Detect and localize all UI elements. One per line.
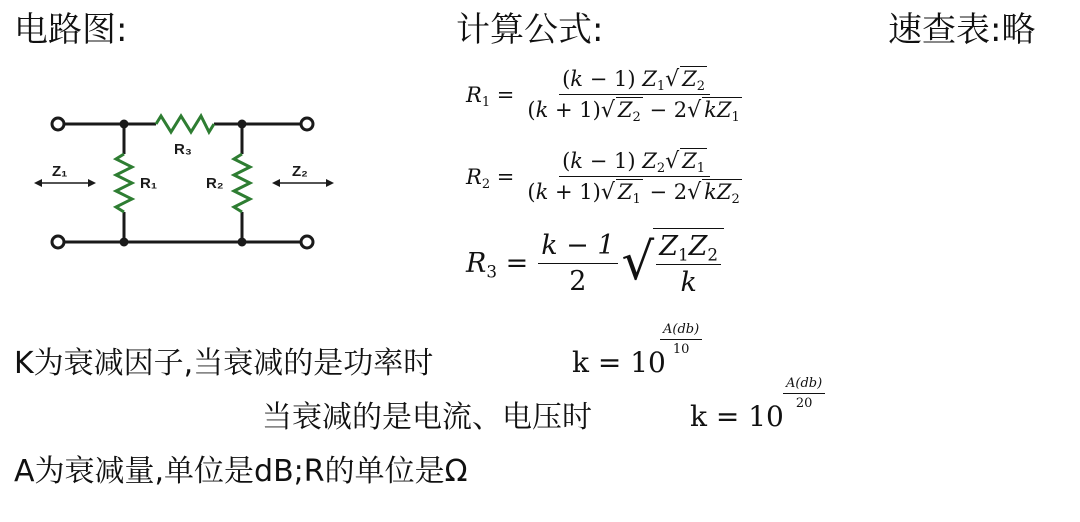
circuit-header: 电路图: xyxy=(14,10,128,50)
label-z1: Z₁ xyxy=(52,163,68,180)
resistor-r2 xyxy=(234,154,250,212)
junctions xyxy=(120,120,247,247)
impedance-arrows xyxy=(34,179,334,187)
note-units: A为衰减量,单位是dB;R的单位是Ω xyxy=(14,454,468,489)
formula-r1: $R_1$ = $\frac{(k - 1) Z_1√ Z_2}{(k + 1)√ Z_2 - 2√ kZ_1}$ xyxy=(466,67,740,126)
resistor-r1 xyxy=(116,154,132,212)
note-power: K为衰减因子,当衰减的是功率时 xyxy=(14,346,434,381)
k-current-exponent: $\frac{A(db)}{20}$ xyxy=(783,376,825,411)
k-power-exponent: $\frac{A(db)}{10}$ xyxy=(660,322,702,357)
resistor-r3 xyxy=(156,116,214,132)
pi-attenuator-circuit xyxy=(30,100,340,260)
formula-r3: $R_3$ = $\frac{k - 1}{2}$ √ $\frac{Z_1Z_2}{k}$ xyxy=(466,228,728,298)
formula-r2: $R_2$ = $\frac{(k - 1) Z_2√ Z_1}{(k + 1)√ Z_1 - 2√ kZ_2}$ xyxy=(466,149,740,208)
terminal-bottom-right xyxy=(301,236,313,248)
k-power-formula: k = 10 xyxy=(572,346,666,379)
note-current-voltage: 当衰减的是电流、电压时 xyxy=(262,400,592,435)
label-r3: R₃ xyxy=(174,141,192,158)
lookup-table-header: 速查表:略 xyxy=(888,10,1036,50)
k-current-formula: k = 10 xyxy=(690,400,784,433)
terminal-top-right xyxy=(301,118,313,130)
resistors xyxy=(116,116,250,212)
terminal-bottom-left xyxy=(52,236,64,248)
label-r1: R₁ xyxy=(140,175,158,192)
label-z2: Z₂ xyxy=(292,163,308,180)
formula-header: 计算公式: xyxy=(456,10,604,50)
label-r2: R₂ xyxy=(206,175,224,192)
terminal-top-left xyxy=(52,118,64,130)
